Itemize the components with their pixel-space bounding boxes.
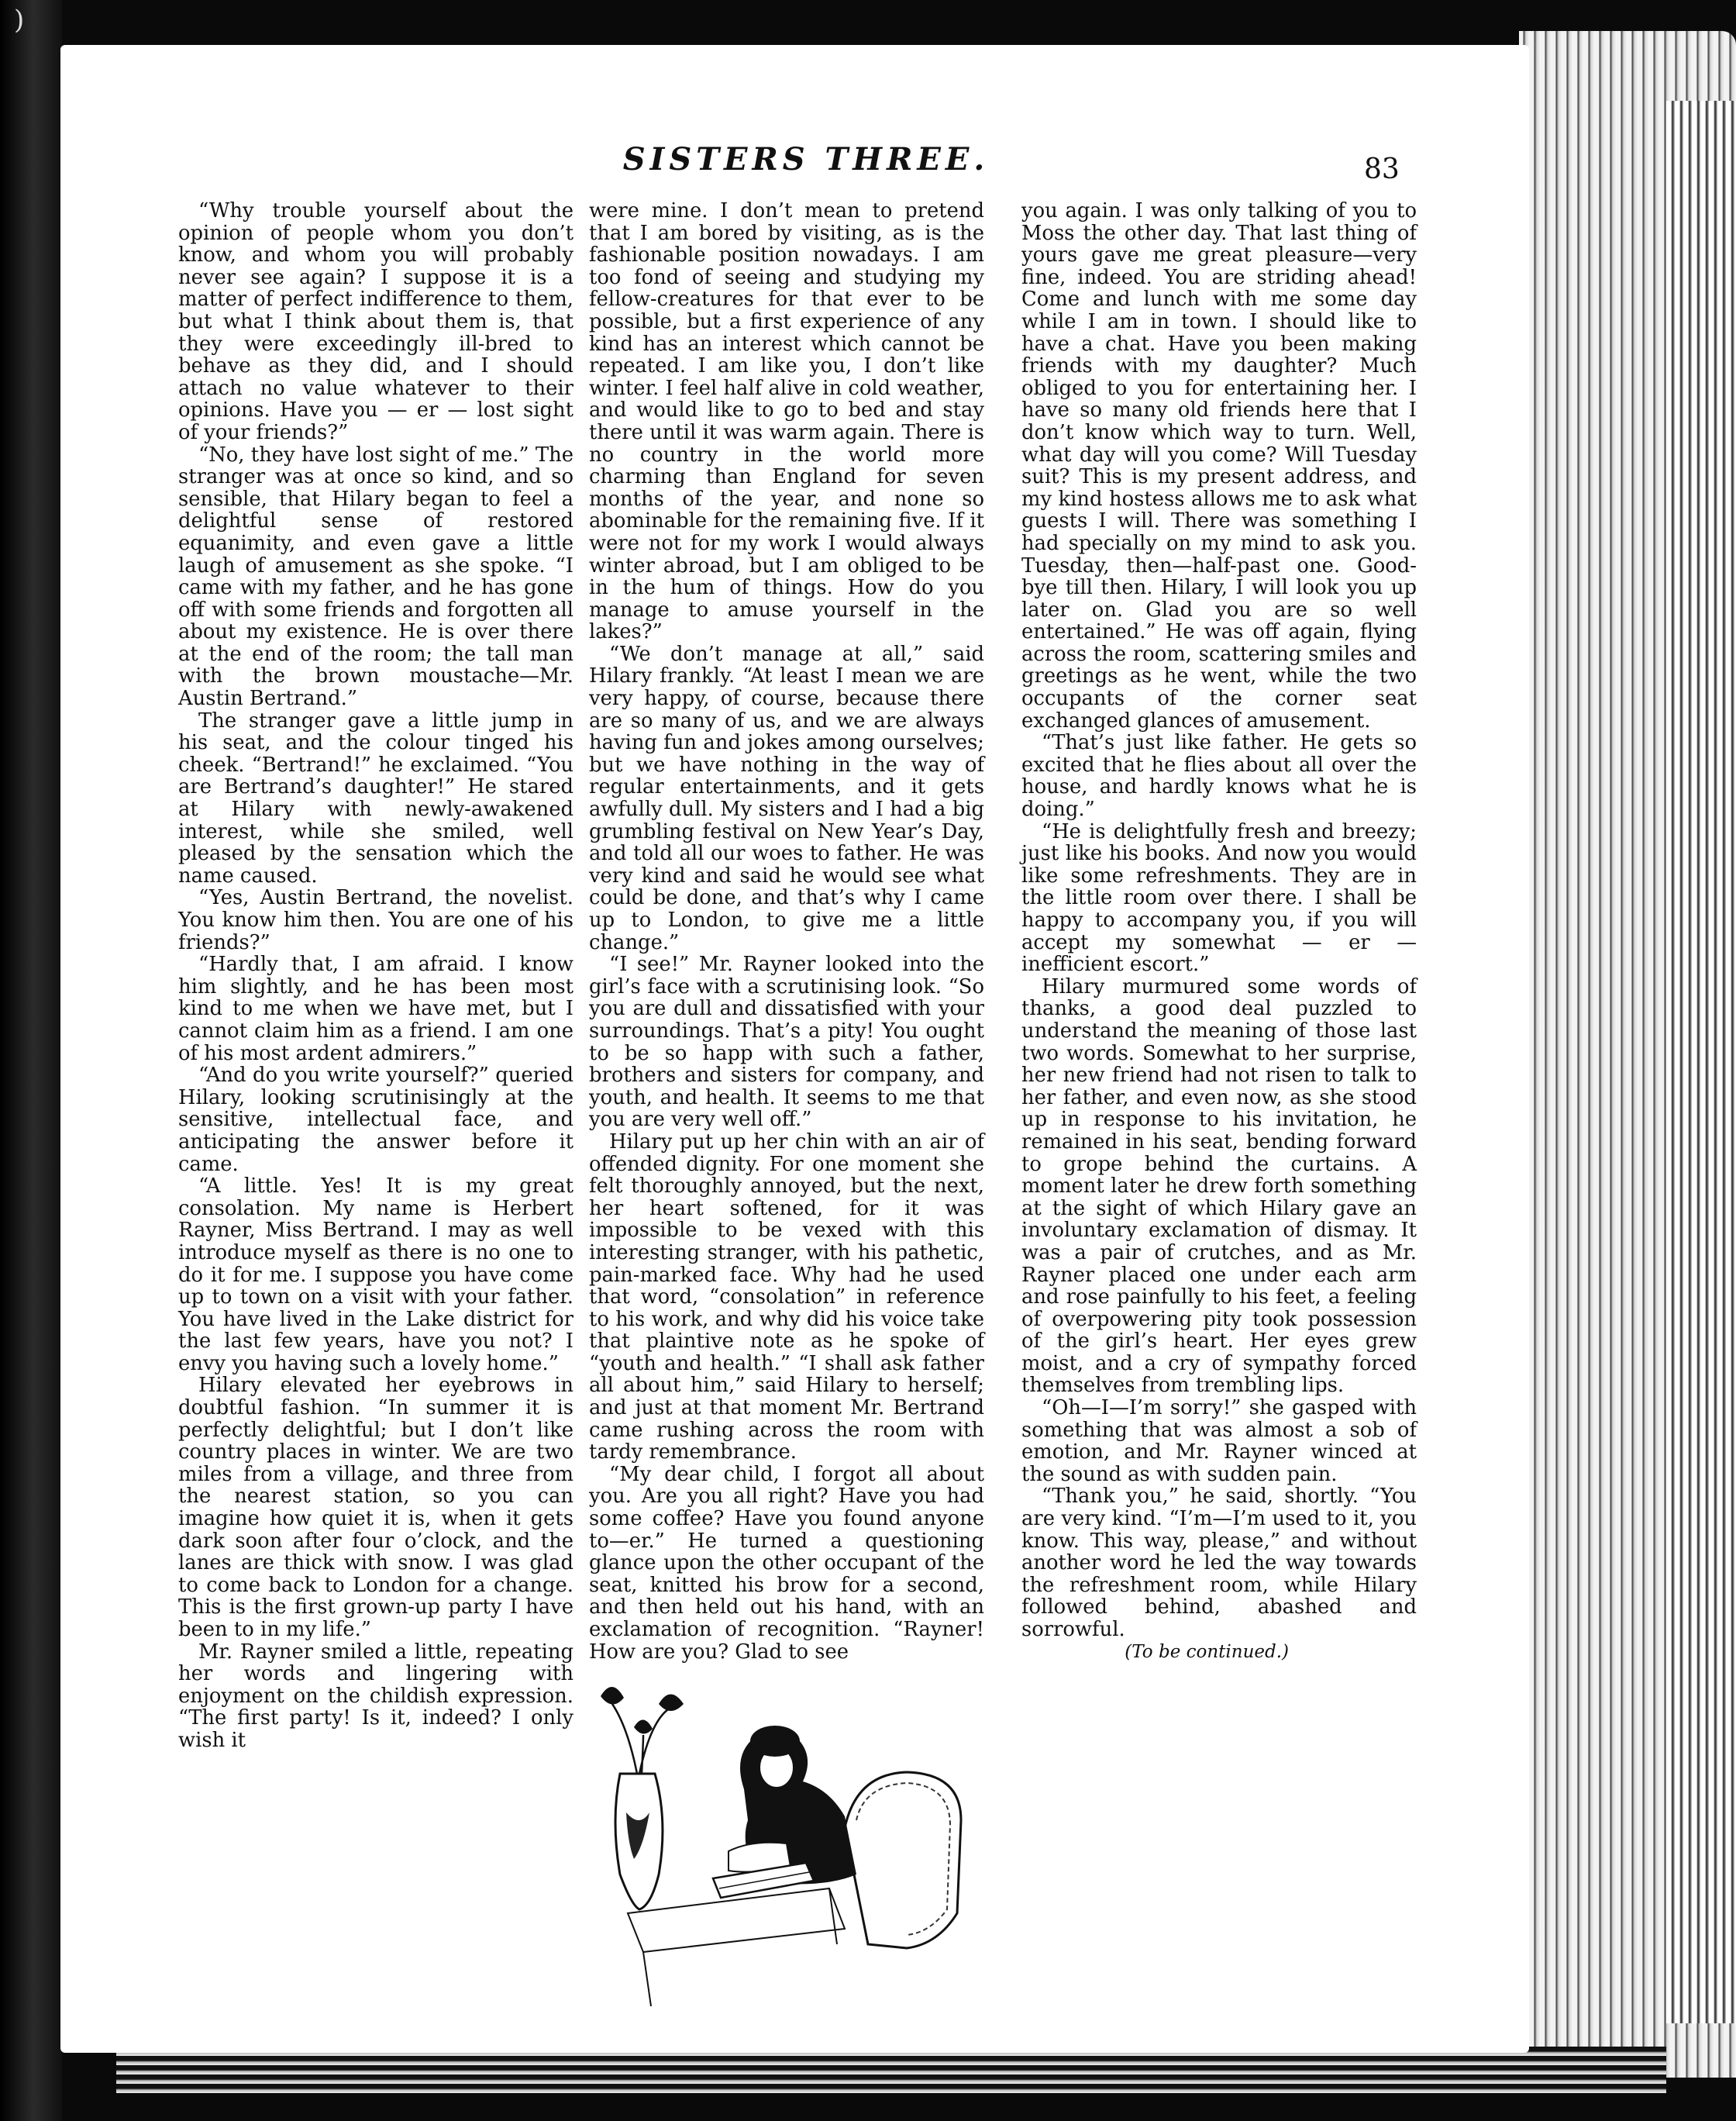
paragraph: “Yes, Austin Bertrand, the novelist. You know him then. You are one of his friends?” — [178, 886, 574, 954]
paragraph: “Oh—I—I’m sorry!” she gasped with something that was almost a sob of emotion, and Mr. Rayner winced at the sound as with sudden pain. — [1021, 1396, 1417, 1486]
paragraph: “I see!” Mr. Rayner looked into the girl’s face with a scrutinising look. “So you are dull and dissatisfied with your surroundings. That’s a pity! You ought to be so happ with such a father, brothers and sisters for company, and youth, and health. It seems to me that you are very well off.” — [589, 953, 984, 1132]
text-column-1 — [178, 200, 574, 1752]
running-title: SISTERS THREE. — [622, 141, 990, 178]
paragraph: Mr. Rayner smiled a little, repeating her words and lingering with enjoyment on the childish expression. “The first party! Is it, indeed? I only wish it — [178, 1640, 574, 1752]
paragraph: “He is delightfully fresh and breezy; just like his books. And now you would like some refreshments. They are in the little room over there. I shall be happy to accompany you, if you will accept my somewhat — er — inefficient escort.” — [1021, 819, 1417, 977]
text-column-2 — [589, 200, 984, 1663]
paragraph: “No, they have lost sight of me.” The stranger was at once so kind, and so sensible, that Hilary began to feel a delightful sense of restored equanimity, and even gave a little laugh of amusement as she spoke. “I came with my father, and he has gone off with some friends and forgotten all about my existence. He is over there at the end of the room; the tall man with the brown moustache—Mr. Austin Bertrand.” — [178, 443, 574, 711]
paragraph: Hilary murmured some words of thanks, a good deal puzzled to understand the meaning of those last two words. Somewhat to her surprise, her new friend had not risen to talk to her father, and even now, as she stood up in response to his invitation, he remained in his seat, bending forward to grope behind the curtains. A moment later he drew forth something at the sight of which Hilary gave an involuntary exclamation of dismay. It was a pair of crutches, and as Mr. Rayner placed one under each arm and rose painfully to his feet, a feeling of overpowering pity took possession of the girl’s heart. Her eyes grew moist, and a cry of sympathy forced themselves from trembling lips. — [1021, 974, 1417, 1398]
paragraph: “Why trouble yourself about the opinion of people whom you don’t know, and whom you will probably never see again? I suppose it is a matter of perfect indifference to them, but what I think about them is, that they were exceedingly ill-bred to behave as they did, and I should attach no value whatever to their opinions. Have you — er — lost sight of your friends?” — [178, 199, 574, 444]
paragraph: “Hardly that, I am afraid. I know him slightly, and he has been most kind to me when we have met, but I cannot claim him as a friend. I am one of his most ardent admirers.” — [178, 953, 574, 1065]
to-be-continued-note: (To be continued.) — [1125, 1641, 1289, 1662]
paragraph: “My dear child, I forgot all about you. Are you all right? Have you had some coffee? Have you found anyone to—er.” He turned a questioning glance upon the other occupant of the seat, knitted his brow for a second, and then held out his hand, with an exclamation of recognition. “Rayner! How are you? Glad to see — [589, 1462, 984, 1664]
paragraph: you again. I was only talking of you to Moss the other day. That last thing of yours gave me great pleasure—very fine, indeed. You are striding ahead! Come and lunch with me some day while I am in town. I should like to have a chat. Have you been making friends with my daughter? Much obliged to you for entertaining her. I have so many old friends here that I don’t know which way to turn. Well, what day will you come? Will Tuesday suit? This is my present address, and my kind hostess allows me to ask what guests I will. There was something I had specially on my mind to ask you. Tuesday, then—half-past one. Good-bye till then. Hilary, I will look you up later on. Glad you are so well entertained.” He was off again, flying across the room, scattering smiles and greetings as he went, while the two occupants of the corner seat exchanged glances of amusement. — [1021, 199, 1417, 733]
page-number: 83 — [1364, 153, 1400, 185]
paragraph: “A little. Yes! It is my great consolation. My name is Herbert Rayner, Miss Bertrand. I may as well introduce myself as there is no one to do it for me. I suppose you have come up to town on a visit with your father. You have lived in the Lake district for the last few years, have you not? I envy you having such a lovely home.” — [178, 1174, 574, 1375]
paragraph: “And do you write yourself?” queried Hilary, looking scrutinisingly at the sensitive, intellectual face, and anticipating the answer before it came. — [178, 1064, 574, 1176]
paragraph: Hilary elevated her eyebrows in doubtful fashion. “In summer it is perfectly delightful; but I don’t like country places in winter. We are two miles from a village, and three from the nearest station, so you can imagine how quiet it is, when it gets dark soon after four o’clock, and the lanes are thick with snow. I was glad to come back to London for a change. This is the first grown-up party I have been to in my life.” — [178, 1374, 574, 1641]
page-edges-bottom — [116, 2047, 1666, 2093]
paragraph: “Thank you,” he said, shortly. “You are very kind. “I’m—I’m used to it, you know. This way, please,” and without another word he led the way towards the refreshment room, while Hilary followed behind, abashed and sorrowful. — [1021, 1485, 1417, 1641]
woman-reading-vignette — [597, 1681, 984, 2014]
paragraph: were mine. I don’t mean to pretend that I am bored by visiting, as is the fashionable position nowadays. I am too fond of seeing and studying my fellow-creatures for that ever to be possible, but a first experience of any kind has an interest which cannot be repeated. I am like you, I don’t like winter. I feel half alive in cold weather, and would like to go to bed and stay there until it was warm again. There is no country in the world more charming than England for seven months of the year, and none so abominable for the remaining five. If it were not for my work I would always winter abroad, but I am obliged to be in the hum of things. How do you manage to amuse yourself in the lakes?” — [589, 199, 984, 644]
paragraph: The stranger gave a little jump in his seat, and the colour tinged his cheek. “Bertrand!” he exclaimed. “You are Bertrand’s daughter!” He stared at Hilary with newly-awakened interest, while she smiled, well pleased by the sensation which the name caused. — [178, 709, 574, 888]
paragraph: “We don’t manage at all,” said Hilary frankly. “At least I mean we are very happy, of course, because there are so many of us, and we are always having fun and jokes among ourselves; but we have nothing in the way of regular entertainments, and it gets awfully dull. My sisters and I had a big grumbling festival on New Year’s Day, and told all our woes to father. He was very kind and said he would see what could be done, and that’s why I came up to London, to give me a little change.” — [589, 642, 984, 954]
text-column-3 — [1021, 200, 1417, 1663]
book-gutter-left — [0, 0, 62, 2121]
paragraph: “That’s just like father. He gets so excited that he flies about all over the house, and hardly knows what he is doing.” — [1021, 731, 1417, 822]
paragraph: Hilary put up her chin with an air of offended dignity. For one moment she felt thoroughly annoyed, but the next, her heart softened, for it was impossible to be vexed with this interesting stranger, with his pathetic, pain-marked face. Why had he used that word, “consolation” in reference to his work, and why did his voice take that plaintive note as he spoke of “youth and health.” “I shall ask father all about him,” said Hilary to herself; and just at that moment Mr. Bertrand came rushing across the room with tardy remembrance. — [589, 1129, 984, 1464]
page-edges-right — [1519, 31, 1736, 2078]
margin-mark: ) — [14, 5, 25, 36]
